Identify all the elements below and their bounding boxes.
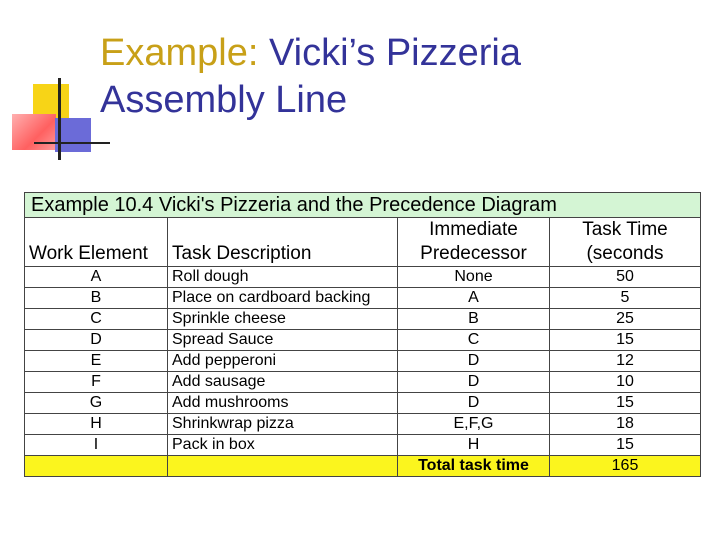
total-row <box>25 456 701 477</box>
task-description-cell: Add mushrooms <box>168 393 398 414</box>
work-element-cell: G <box>25 393 168 414</box>
predecessor-cell: D <box>398 393 550 414</box>
predecessor-cell: B <box>398 309 550 330</box>
work-element-cell: F <box>25 372 168 393</box>
header-time-line1: Task Time <box>550 218 701 243</box>
work-element-cell: A <box>25 267 168 288</box>
task-table <box>24 192 701 477</box>
task-description-cell: Place on cardboard backing <box>168 288 398 309</box>
task-time-cell: 15 <box>550 435 701 456</box>
task-time-cell: 18 <box>550 414 701 435</box>
task-time-cell: 5 <box>550 288 701 309</box>
predecessor-cell: A <box>398 288 550 309</box>
predecessor-cell: None <box>398 267 550 288</box>
work-element-cell: H <box>25 414 168 435</box>
predecessor-cell: D <box>398 351 550 372</box>
work-element-cell: E <box>25 351 168 372</box>
header-task-description-top <box>168 218 398 243</box>
task-time-cell: 25 <box>550 309 701 330</box>
table-row <box>25 309 701 330</box>
total-label: Total task time <box>398 456 550 477</box>
table-row <box>25 288 701 309</box>
red-square-decoration <box>12 114 56 150</box>
table-row <box>25 393 701 414</box>
table-row <box>25 414 701 435</box>
corner-decoration <box>0 0 110 170</box>
header-work-element-top <box>25 218 168 243</box>
task-time-cell: 12 <box>550 351 701 372</box>
task-time-cell: 50 <box>550 267 701 288</box>
title-line2: Assembly Line <box>100 79 348 121</box>
vertical-line-decoration <box>58 78 61 160</box>
table-row <box>25 435 701 456</box>
task-description-cell: Roll dough <box>168 267 398 288</box>
predecessor-cell: E,F,G <box>398 414 550 435</box>
total-empty-cell <box>168 456 398 477</box>
task-description-cell: Pack in box <box>168 435 398 456</box>
header-task-description: Task Description <box>168 242 398 267</box>
task-time-cell: 15 <box>550 393 701 414</box>
table-row <box>25 330 701 351</box>
table-caption: Example 10.4 Vicki's Pizzeria and the Precedence Diagram <box>25 193 701 218</box>
work-element-cell: D <box>25 330 168 351</box>
table-row <box>25 267 701 288</box>
horizontal-line-decoration <box>34 142 110 144</box>
predecessor-cell: H <box>398 435 550 456</box>
total-value: 165 <box>550 456 701 477</box>
task-description-cell: Shrinkwrap pizza <box>168 414 398 435</box>
slide-title <box>100 30 700 124</box>
table-row <box>25 351 701 372</box>
task-description-cell: Sprinkle cheese <box>168 309 398 330</box>
work-element-cell: C <box>25 309 168 330</box>
total-empty-cell <box>25 456 168 477</box>
task-description-cell: Spread Sauce <box>168 330 398 351</box>
work-element-cell: I <box>25 435 168 456</box>
task-description-cell: Add pepperoni <box>168 351 398 372</box>
task-time-cell: 15 <box>550 330 701 351</box>
work-element-cell: B <box>25 288 168 309</box>
header-time-line2: (seconds <box>550 242 701 267</box>
header-work-element: Work Element <box>25 242 168 267</box>
header-predecessor-line1: Immediate <box>398 218 550 243</box>
table-row <box>25 372 701 393</box>
title-text: Vicki’s Pizzeria <box>258 32 521 74</box>
task-time-cell: 10 <box>550 372 701 393</box>
predecessor-cell: C <box>398 330 550 351</box>
header-predecessor-line2: Predecessor <box>398 242 550 267</box>
title-label: Example: <box>100 32 259 74</box>
predecessor-cell: D <box>398 372 550 393</box>
task-description-cell: Add sausage <box>168 372 398 393</box>
